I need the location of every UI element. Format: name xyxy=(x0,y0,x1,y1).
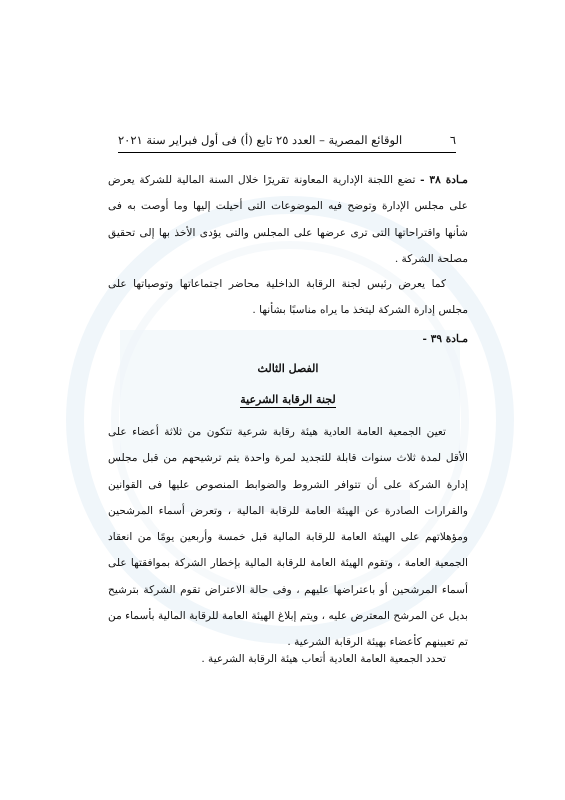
section-title: لجنة الرقابة الشرعية xyxy=(240,393,336,406)
paragraph-internal-control-text: كما يعرض رئيس لجنة الرقابة الداخلية محاضر اجتماعاتها وتوصياتها على مجلس إدارة الشركة ليتخذ ما يراه مناسبًا بشأنها . xyxy=(108,278,468,317)
paragraph-internal-control xyxy=(108,271,468,324)
article-38-paragraph xyxy=(108,167,468,272)
section-title-wrap xyxy=(108,393,468,406)
paragraph-sharia-board-text: تعين الجمعية العامة العادية هيئة رقابة شرعية تتكون من ثلاثة أعضاء على الأقل لمدة ثلاث سنوات قابلة للتجديد لمرة واحدة يتم ترشيحهم من قبل مجلس إدارة الشركة على أن تتوافر الشروط والضوابط المنصوص عليها فى القوانين والقرارات الصادرة عن الهيئة العامة للرقابة المالية ، وتعرض أسماء المرشحين ومؤهلاتهم على الهيئة العامة للرقابة المالية قبل خمسة وأربعين يومًا من انعقاد الجمعية العامة ، وتقوم الهيئة العامة للرقابة المالية بإخطار الشركة بموافقتها على أسماء المرشحين أو باعتراضها عليهم ، وفى حالة الاعتراض تقوم الشركة بترشيح بديل عن المرشح المعترض عليه ، ويتم إبلاغ الهيئة العامة للرقابة المالية بأسماء من تم تعيينهم كأعضاء بهيئة الرقابة الشرعية . xyxy=(108,426,468,649)
paragraph-sharia-board xyxy=(108,419,468,656)
page-header xyxy=(118,131,456,149)
paragraph-fees xyxy=(108,646,468,672)
article-38-label: مـادة ٣٨ - xyxy=(420,174,468,186)
running-title: الوقائع المصرية – العدد ٢٥ تابع (أ) فى أول فبراير سنة ٢٠٢١ xyxy=(118,133,403,147)
article-39-label: مـادة ٣٩ - xyxy=(422,333,468,345)
article-39-paragraph xyxy=(108,326,468,352)
article-38-text: تضع اللجنة الإدارية المعاونة تقريرًا خلال السنة المالية للشركة يعرض على مجلس الإدارة وتوضح فيه الموضوعات التى أحيلت إليها وما أوصت به فى شأنها واقتراحاتها التى ترى عرضها على المجلس والتى يؤدى الأخذ بها إلى تحقيق مصلحة الشركة . xyxy=(108,174,468,265)
header-rule xyxy=(118,152,456,153)
page-number: ٦ xyxy=(449,133,456,147)
paragraph-fees-text: تحدد الجمعية العامة العادية أتعاب هيئة الرقابة الشرعية . xyxy=(201,653,446,665)
chapter-title: الفصل الثالث xyxy=(257,362,319,375)
